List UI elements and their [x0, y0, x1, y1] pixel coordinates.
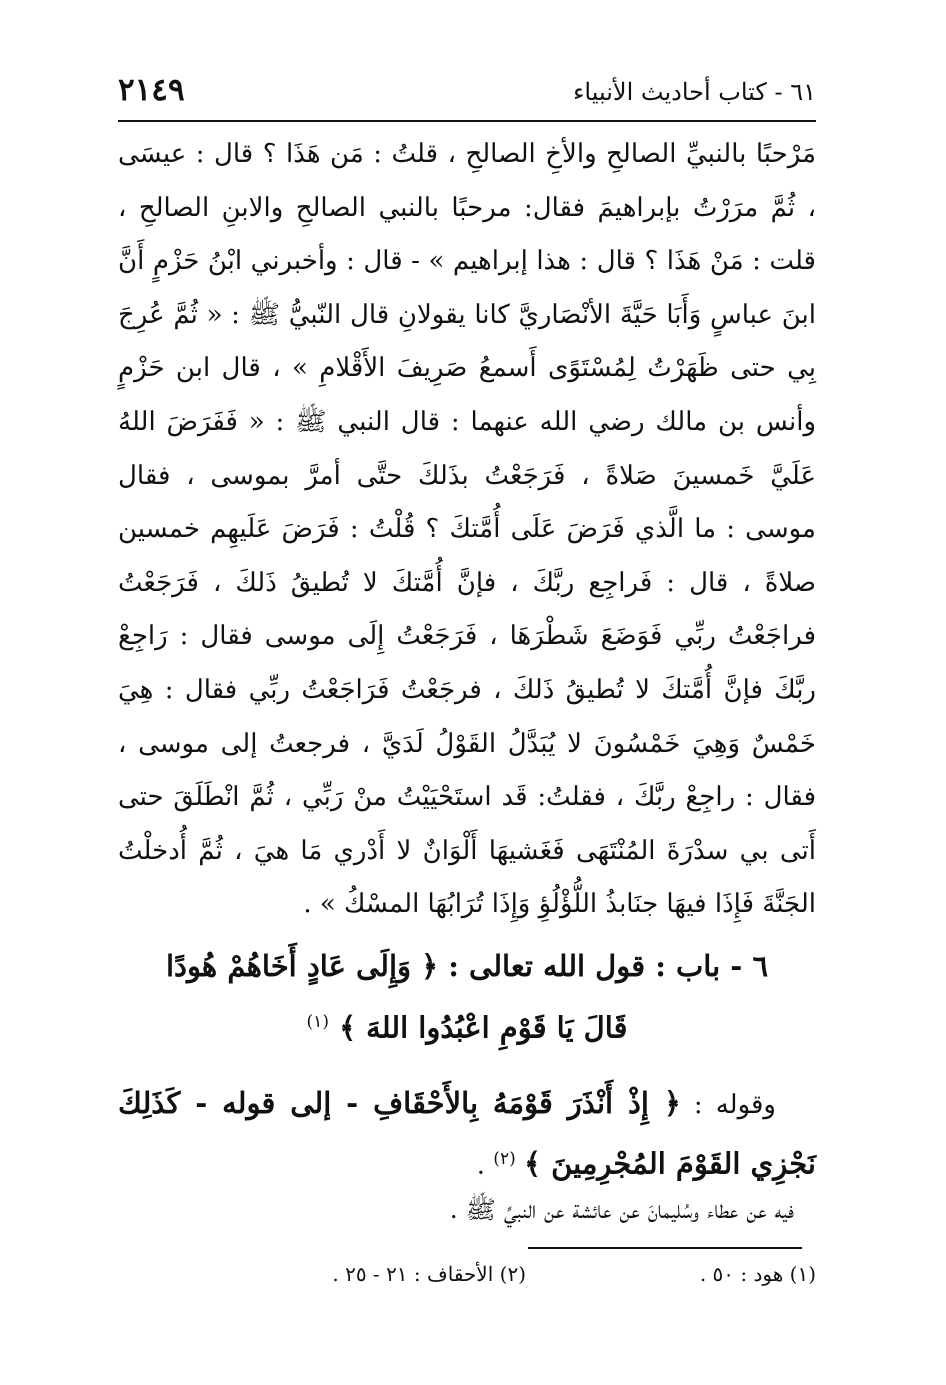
narrators-note: فيه عن عطاء وسُليمانَ عن عائشة عن النبيِّ ﷺ .	[449, 1195, 794, 1224]
hadith-paragraph: مَرْحبًا بالنبيِّ الصالحِ والأخِ الصالحِ ، قلتُ : مَن هَذَا ؟ قال : عيسَى ، ثُمَّ مرَرْتُ بإبراهيمَ فقال: مرحبًا بالنبي الصالحِ والابنِ الصالحِ ، قلت : مَنْ هَذَا ؟ قال : هذا إبراهيم » - قال : وأخبرني ابْنُ حَزْمٍ أَنَّ ابنَ عباسٍ وَأَبَا حَيَّةَ الأنْصَاريَّ كانا يقولانِ قال النّبيُّ ﷺ : « ثُمَّ عُرِجَ بِي حتى ظَهَرْتُ لِمُسْتَوًى أَسمعُ صَرِيفَ الأَقْلامِ » ، قال ابن حَزْمٍ وأنس بن مالك رضي الله عنهما : قال النبي ﷺ : « فَفَرَضَ اللهُ عَلَيَّ خَمسينَ صَلاةً ، فَرَجَعْتُ بذَلكَ حتَّى أمرَّ بموسى ، فقال موسى : ما الَّذي فَرَضَ عَلَى أُمَّتكَ ؟ قُلْتُ : فَرَضَ عَلَيهِم خمسين صلاةً ، قال : فَراجِع ربَّكَ ، فإنَّ أُمَّتكَ لا تُطيقُ ذَلكَ ، فَرَجَعْتُ فراجَعْتُ ربِّي فَوَضَعَ شَطْرَهَا ، فَرَجَعْتُ إِلَى موسى فقال : رَاجِعْ ربَّكَ فإنَّ أُمَّتكَ لا تُطيقُ ذَلكَ ، فرجَعْتُ فَرَاجَعْتُ ربِّي فقال : هِيَ خَمْسٌ وَهِيَ خَمْسُونَ لا يُبَدَّلُ القَوْلُ لَدَيَّ ، فرجعتُ إلى موسى ، فقال : راجِعْ ربَّكَ ، فقلتُ: قَد استَحْيَيْتُ منْ رَبِّي ، ثُمَّ انْطَلَقَ حتى أَتى بي سدْرَةَ المُنْتَهَى فَغَشيهَا أَلْوَانٌ لا أَدْري مَا هيَ ، ثُمَّ أُدخلْتُ الجَنَّةَ فَإِذَا فيهَا جنَابذُ اللُّؤْلُؤِ وَإِذَا تُرَابُهَا المسْكُ » .	[118, 139, 816, 920]
chapter-heading	[118, 938, 816, 1056]
chapter-heading-line-2-text: قَالَ يَا قَوْمِ اعْبُدُوا اللهَ ﴾	[339, 1010, 628, 1045]
verse-prefix: وقوله :	[680, 1090, 776, 1120]
footnotes	[118, 1262, 816, 1296]
footnote-1: (١) هود : ٥٠ .	[699, 1262, 816, 1286]
hadith-text	[118, 128, 816, 932]
footnote-ref-1: (١)	[306, 1012, 329, 1032]
header-divider	[118, 120, 816, 122]
chapter-heading-line-1: ٦ - باب : قول الله تعالى : ﴿ وَإِلَى عَادٍ أَخَاهُمْ هُودًا	[165, 949, 769, 983]
footnote-2: (٢) الأحقاف : ٢١ - ٢٥ .	[332, 1262, 526, 1286]
page-number: ٢١٤٩	[118, 72, 185, 108]
chapter-heading-line-2	[118, 994, 816, 1056]
footnote-divider	[528, 1247, 802, 1249]
verse-suffix: .	[476, 1150, 494, 1181]
verse-line	[118, 1076, 816, 1193]
quran-verse: ﴿ إِذْ أَنْذَرَ قَوْمَهُ بِالأَحْقَافِ - إلى قوله - كَذَلِكَ نَجْزِي القَوْمَ المُجْرِمِينَ ﴾	[118, 1086, 816, 1181]
verse-paragraph	[118, 1076, 816, 1193]
running-title: ٦١ - كتاب أحاديث الأنبياء	[573, 78, 816, 106]
running-head	[118, 72, 816, 112]
footnote-ref-2: (٢)	[493, 1149, 516, 1169]
